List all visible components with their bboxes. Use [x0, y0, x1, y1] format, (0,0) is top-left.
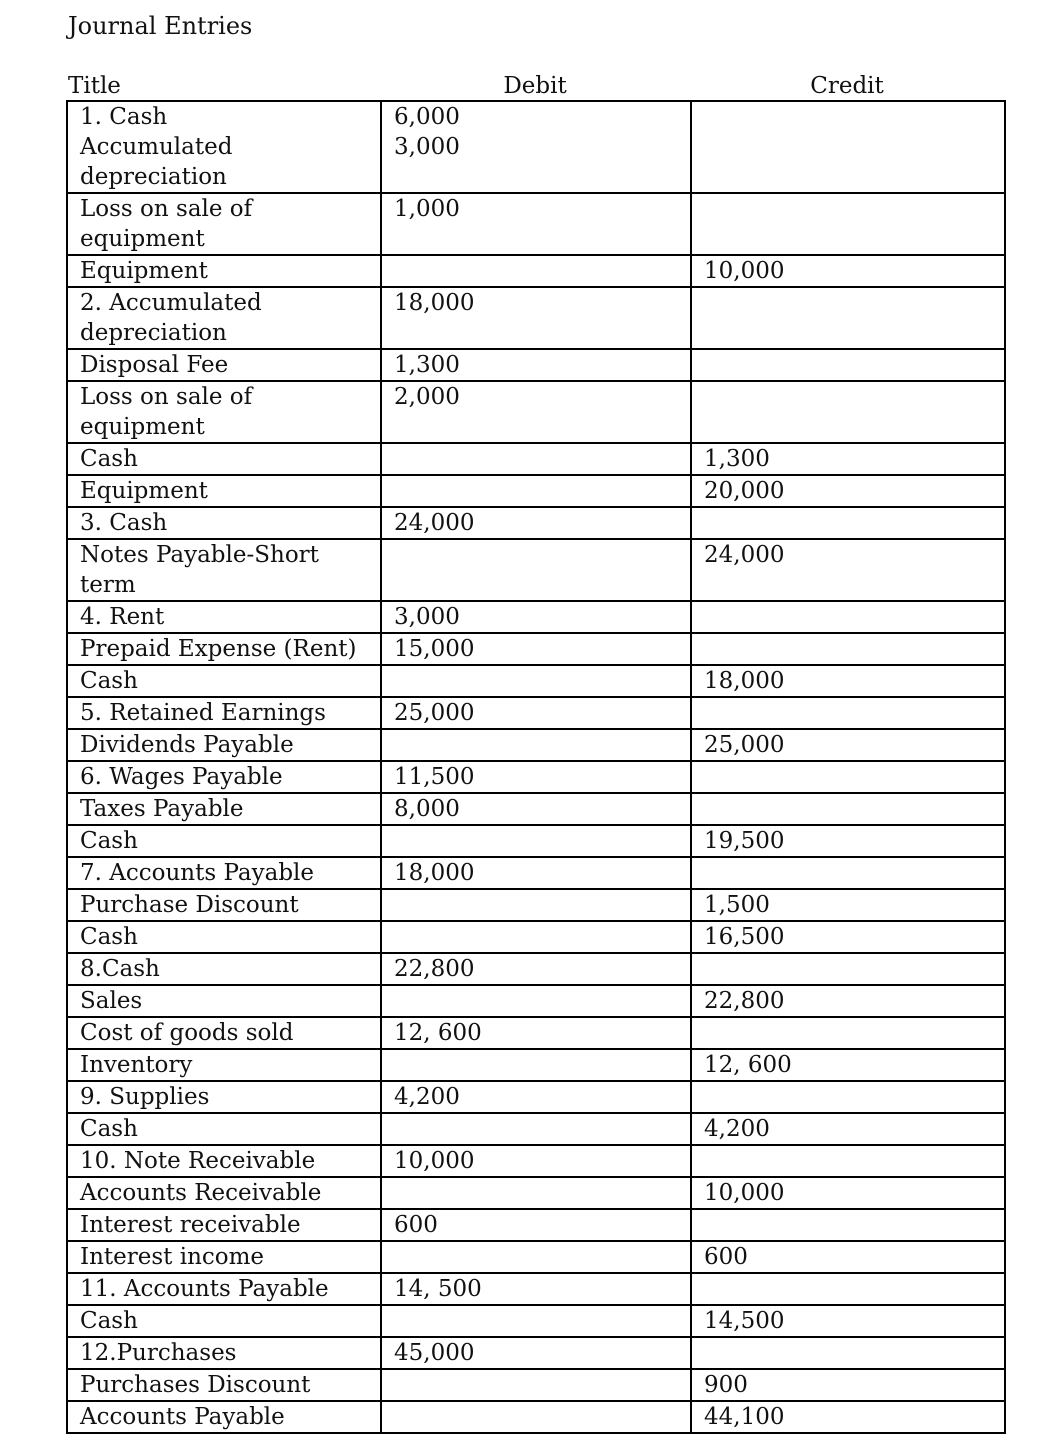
- entry-debit-cell: [381, 475, 691, 507]
- column-header-credit: Credit: [810, 73, 884, 99]
- entry-debit-cell: [381, 1369, 691, 1401]
- journal-row: [67, 1081, 1005, 1113]
- entry-debit-cell: 14, 500: [381, 1273, 691, 1305]
- entry-credit-cell: [691, 761, 1005, 793]
- entry-title-cell: Loss on sale of equipment: [67, 381, 381, 443]
- entry-credit-cell: 1,300: [691, 443, 1005, 475]
- journal-row: [67, 1305, 1005, 1337]
- entry-title-cell: Prepaid Expense (Rent): [67, 633, 381, 665]
- entry-debit-cell: [381, 921, 691, 953]
- entry-title-cell: Cash: [67, 665, 381, 697]
- entry-debit-cell: [381, 1401, 691, 1433]
- entry-debit-cell: 12, 600: [381, 1017, 691, 1049]
- entry-title-cell: Disposal Fee: [67, 349, 381, 381]
- entry-debit-cell: 4,200: [381, 1081, 691, 1113]
- entry-credit-cell: [691, 507, 1005, 539]
- entry-title-cell: Cash: [67, 443, 381, 475]
- entry-title-cell: Accounts Payable: [67, 1401, 381, 1433]
- entry-title-cell: Cash: [67, 921, 381, 953]
- entry-title-cell: Purchases Discount: [67, 1369, 381, 1401]
- entry-title-cell: Purchase Discount: [67, 889, 381, 921]
- entry-credit-cell: [691, 857, 1005, 889]
- entry-title-cell: Cash: [67, 1305, 381, 1337]
- page-title: Journal Entries: [68, 12, 253, 40]
- entry-credit-cell: [691, 1017, 1005, 1049]
- journal-row: [67, 985, 1005, 1017]
- entry-credit-cell: [691, 953, 1005, 985]
- entry-debit-cell: [381, 985, 691, 1017]
- entry-credit-cell: [691, 287, 1005, 349]
- entry-credit-cell: [691, 193, 1005, 255]
- entry-credit-cell: 10,000: [691, 255, 1005, 287]
- journal-row: [67, 697, 1005, 729]
- entry-title-cell: Cash: [67, 1113, 381, 1145]
- entry-title-cell: Interest receivable: [67, 1209, 381, 1241]
- entry-credit-cell: [691, 101, 1005, 193]
- journal-row: [67, 349, 1005, 381]
- entry-debit-cell: 25,000: [381, 697, 691, 729]
- table-header: [66, 70, 1004, 102]
- entry-debit-cell: 6,000 3,000: [381, 101, 691, 193]
- journal-row: [67, 1177, 1005, 1209]
- journal-row: [67, 193, 1005, 255]
- entry-credit-cell: [691, 1273, 1005, 1305]
- entry-credit-cell: 18,000: [691, 665, 1005, 697]
- journal-row: [67, 1369, 1005, 1401]
- entry-debit-cell: 18,000: [381, 287, 691, 349]
- entry-title-cell: Taxes Payable: [67, 793, 381, 825]
- entry-debit-cell: [381, 825, 691, 857]
- entry-title-cell: Cash: [67, 825, 381, 857]
- entry-debit-cell: [381, 539, 691, 601]
- entry-credit-cell: 16,500: [691, 921, 1005, 953]
- entry-credit-cell: 4,200: [691, 1113, 1005, 1145]
- entry-credit-cell: [691, 349, 1005, 381]
- entry-debit-cell: [381, 1113, 691, 1145]
- entry-credit-cell: [691, 601, 1005, 633]
- column-header-title: Title: [68, 73, 121, 99]
- journal-entries-table: [66, 100, 1006, 1434]
- entry-debit-cell: 3,000: [381, 601, 691, 633]
- entry-debit-cell: 1,300: [381, 349, 691, 381]
- journal-row: [67, 539, 1005, 601]
- entry-credit-cell: 20,000: [691, 475, 1005, 507]
- entry-credit-cell: [691, 381, 1005, 443]
- journal-row: [67, 793, 1005, 825]
- entry-debit-cell: 1,000: [381, 193, 691, 255]
- journal-row: [67, 633, 1005, 665]
- journal-row: [67, 857, 1005, 889]
- entry-title-cell: 10. Note Receivable: [67, 1145, 381, 1177]
- journal-row: [67, 475, 1005, 507]
- journal-row: [67, 1273, 1005, 1305]
- entry-debit-cell: 24,000: [381, 507, 691, 539]
- journal-row: [67, 601, 1005, 633]
- journal-row: [67, 1337, 1005, 1369]
- journal-row: [67, 101, 1005, 193]
- journal-row: [67, 287, 1005, 349]
- entry-title-cell: 6. Wages Payable: [67, 761, 381, 793]
- entry-title-cell: 1. Cash Accumulated depreciation: [67, 101, 381, 193]
- entry-credit-cell: 22,800: [691, 985, 1005, 1017]
- journal-entries-body: [67, 101, 1005, 1433]
- entry-title-cell: 9. Supplies: [67, 1081, 381, 1113]
- entry-credit-cell: 10,000: [691, 1177, 1005, 1209]
- entry-debit-cell: [381, 1241, 691, 1273]
- entry-credit-cell: [691, 1209, 1005, 1241]
- entry-credit-cell: 900: [691, 1369, 1005, 1401]
- entry-debit-cell: [381, 729, 691, 761]
- entry-debit-cell: [381, 1305, 691, 1337]
- entry-title-cell: Interest income: [67, 1241, 381, 1273]
- journal-row: [67, 443, 1005, 475]
- entry-credit-cell: [691, 1337, 1005, 1369]
- entry-title-cell: Equipment: [67, 255, 381, 287]
- journal-row: [67, 953, 1005, 985]
- entry-title-cell: 4. Rent: [67, 601, 381, 633]
- entry-title-cell: 5. Retained Earnings: [67, 697, 381, 729]
- entry-credit-cell: 600: [691, 1241, 1005, 1273]
- journal-row: [67, 889, 1005, 921]
- journal-row: [67, 729, 1005, 761]
- journal-row: [67, 255, 1005, 287]
- entry-credit-cell: [691, 697, 1005, 729]
- journal-row: [67, 507, 1005, 539]
- entry-credit-cell: [691, 1081, 1005, 1113]
- journal-row: [67, 825, 1005, 857]
- journal-row: [67, 761, 1005, 793]
- entry-debit-cell: 11,500: [381, 761, 691, 793]
- entry-credit-cell: 44,100: [691, 1401, 1005, 1433]
- journal-row: [67, 1209, 1005, 1241]
- entry-title-cell: Notes Payable-Short term: [67, 539, 381, 601]
- entry-title-cell: 8.Cash: [67, 953, 381, 985]
- entry-credit-cell: 24,000: [691, 539, 1005, 601]
- journal-row: [67, 1241, 1005, 1273]
- journal-row: [67, 665, 1005, 697]
- entry-title-cell: 11. Accounts Payable: [67, 1273, 381, 1305]
- column-header-debit: Debit: [503, 73, 567, 99]
- journal-row: [67, 921, 1005, 953]
- entry-credit-cell: [691, 633, 1005, 665]
- entry-debit-cell: [381, 1177, 691, 1209]
- entry-credit-cell: 25,000: [691, 729, 1005, 761]
- entry-title-cell: Inventory: [67, 1049, 381, 1081]
- journal-row: [67, 1145, 1005, 1177]
- entry-debit-cell: [381, 443, 691, 475]
- entry-credit-cell: 12, 600: [691, 1049, 1005, 1081]
- entry-title-cell: Sales: [67, 985, 381, 1017]
- journal-row: [67, 1049, 1005, 1081]
- entry-debit-cell: 2,000: [381, 381, 691, 443]
- entry-title-cell: Dividends Payable: [67, 729, 381, 761]
- entry-title-cell: Equipment: [67, 475, 381, 507]
- entry-title-cell: Cost of goods sold: [67, 1017, 381, 1049]
- entry-credit-cell: [691, 793, 1005, 825]
- entry-title-cell: 2. Accumulated depreciation: [67, 287, 381, 349]
- entry-debit-cell: 18,000: [381, 857, 691, 889]
- entry-debit-cell: 8,000: [381, 793, 691, 825]
- entry-debit-cell: 15,000: [381, 633, 691, 665]
- entry-debit-cell: 600: [381, 1209, 691, 1241]
- entry-credit-cell: 14,500: [691, 1305, 1005, 1337]
- entry-debit-cell: [381, 255, 691, 287]
- journal-row: [67, 1017, 1005, 1049]
- entry-credit-cell: 19,500: [691, 825, 1005, 857]
- entry-title-cell: 7. Accounts Payable: [67, 857, 381, 889]
- entry-debit-cell: [381, 665, 691, 697]
- entry-debit-cell: [381, 1049, 691, 1081]
- entry-debit-cell: 22,800: [381, 953, 691, 985]
- journal-row: [67, 1113, 1005, 1145]
- entry-title-cell: 3. Cash: [67, 507, 381, 539]
- entry-debit-cell: [381, 889, 691, 921]
- entry-title-cell: Accounts Receivable: [67, 1177, 381, 1209]
- entry-title-cell: 12.Purchases: [67, 1337, 381, 1369]
- journal-row: [67, 381, 1005, 443]
- entry-debit-cell: 10,000: [381, 1145, 691, 1177]
- journal-row: [67, 1401, 1005, 1433]
- entry-credit-cell: [691, 1145, 1005, 1177]
- entry-credit-cell: 1,500: [691, 889, 1005, 921]
- entry-debit-cell: 45,000: [381, 1337, 691, 1369]
- entry-title-cell: Loss on sale of equipment: [67, 193, 381, 255]
